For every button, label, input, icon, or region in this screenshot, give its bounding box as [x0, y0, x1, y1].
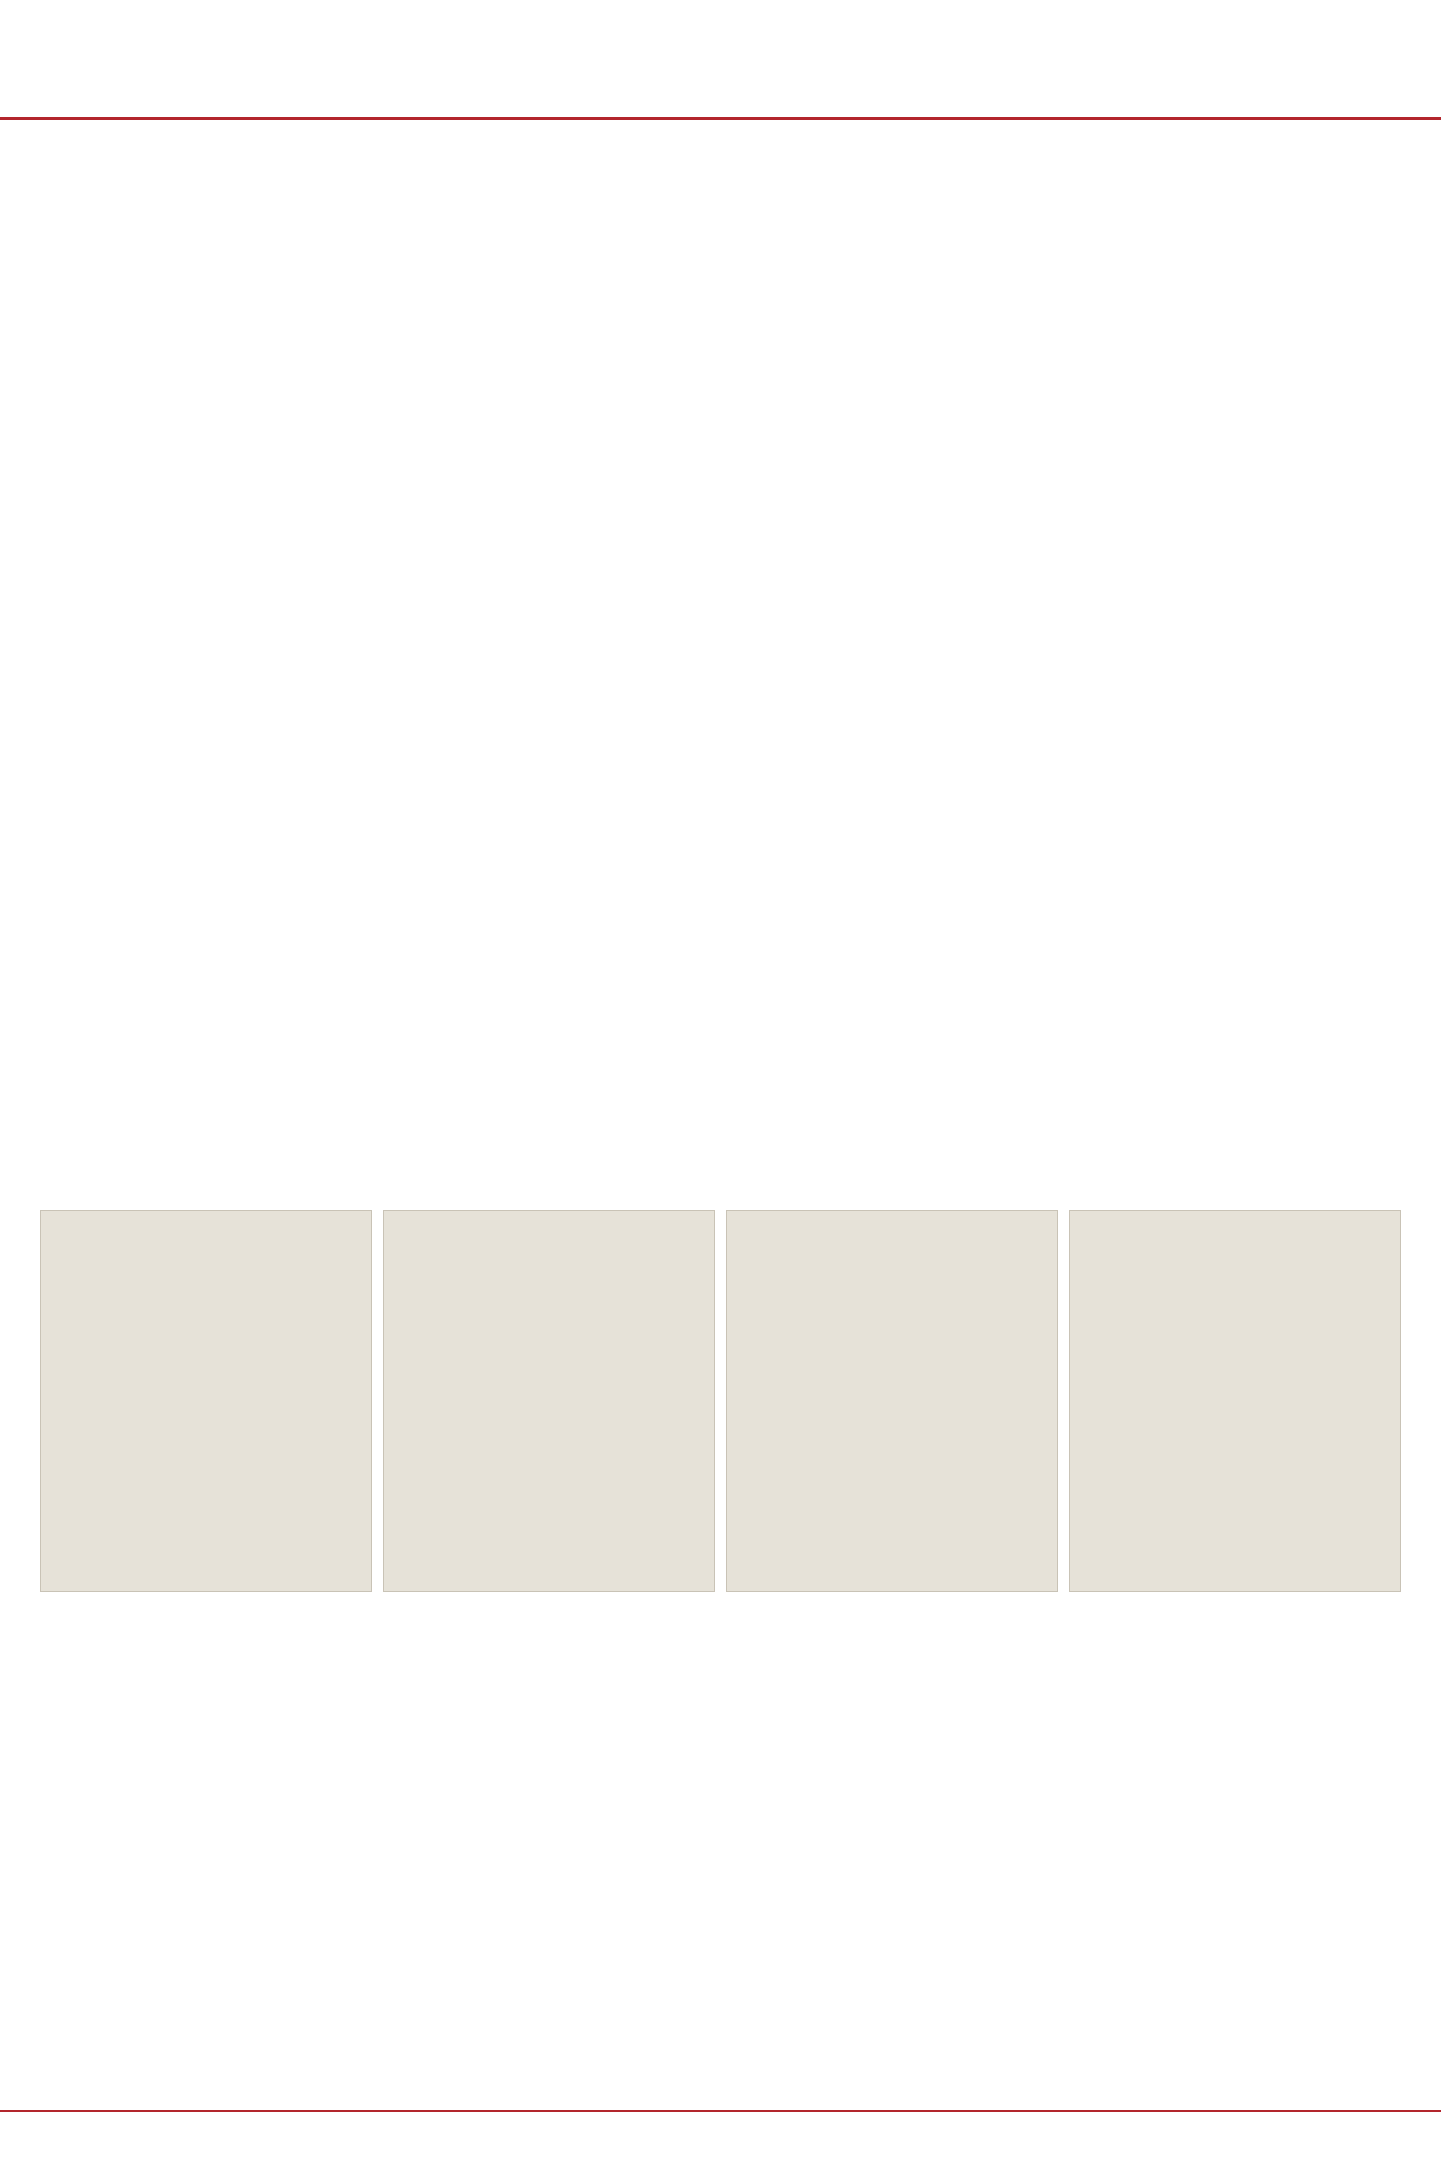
photo-3: [726, 1210, 1058, 1592]
photo-2: [383, 1210, 715, 1592]
photo-1: [40, 1210, 372, 1592]
photo-4: [1069, 1210, 1401, 1592]
masthead: [0, 0, 1441, 120]
page-footer: [0, 2110, 1441, 2167]
photo-row: [40, 1210, 1401, 1630]
lower-story: [40, 1650, 1401, 2090]
feature-body: [40, 169, 1401, 193]
feature-story: [40, 140, 1401, 1200]
lower-body: [40, 1678, 1401, 1702]
